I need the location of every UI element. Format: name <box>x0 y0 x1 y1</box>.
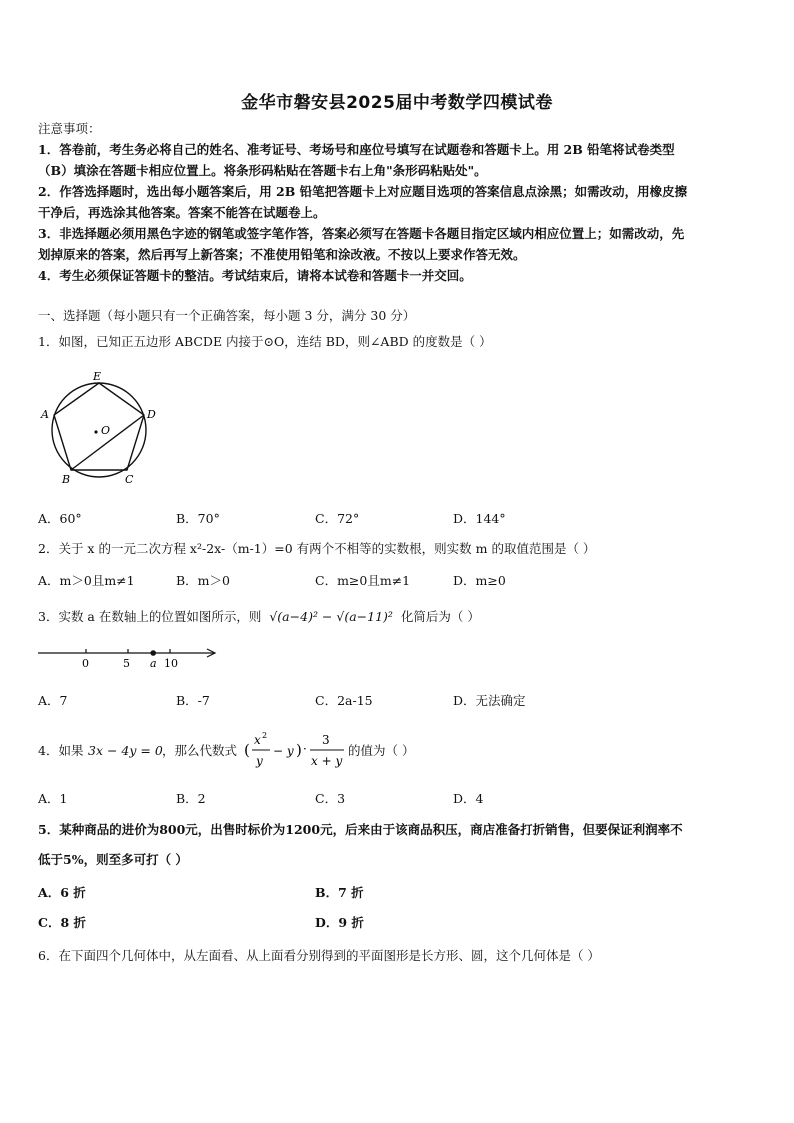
question-3-stem <box>38 608 480 626</box>
q1-option-a: A．60° <box>38 511 82 526</box>
label-b: B <box>62 473 71 486</box>
question-5-line-1: 5．某种商品的进价为800元，出售时标价为1200元，后来由于该商品积压，商店准备打折销售，但要保证利润率不 <box>38 822 683 837</box>
q4-stem-mid: ，那么代数式 <box>162 743 238 758</box>
label-e: E <box>93 370 102 383</box>
q2-option-a: A．m＞0且m≠1 <box>38 573 135 588</box>
frac-num-sup: 2 <box>262 731 268 740</box>
notice-line-5: 3．非选择题必须用黑色字迹的钢笔或签字笔作答，答案必须写在答题卡各题目指定区域内相应位置上；如需改动，先 <box>38 226 685 241</box>
q1-option-d: D．144° <box>453 511 506 526</box>
question-1-stem: 1．如图，已知正五边形 ABCDE 内接于⊙O，连结 BD，则∠ABD 的度数是（ ） <box>38 334 492 349</box>
q4-algebraic-expression <box>244 728 348 774</box>
q2-option-c: C．m≥0且m≠1 <box>315 573 411 588</box>
tick-label-5: 5 <box>123 657 130 670</box>
label-o: O <box>101 424 111 437</box>
q3-stem-post: 化简后为（ ） <box>400 609 480 624</box>
q4-stem-post: 的值为（ ） <box>348 743 415 758</box>
tick-label-10: 10 <box>164 657 178 670</box>
notice-line-7: 4．考生必须保证答题卡的整洁。考试结束后，请将本试卷和答题卡一并交回。 <box>38 268 472 283</box>
q4-option-d: D．4 <box>453 791 484 806</box>
point-label-a: a <box>150 657 157 670</box>
q4-option-a: A．1 <box>38 791 68 806</box>
q3-radical-expression: √(a−4)² − √(a−11)² <box>269 609 393 624</box>
question-6-stem: 6．在下面四个几何体中，从左面看、从上面看分别得到的平面图形是长方形、圆，这个几何体是（ ） <box>38 948 600 963</box>
open-paren: ( <box>244 741 250 759</box>
q4-option-b: B．2 <box>176 791 206 806</box>
tick-label-0: 0 <box>82 657 89 670</box>
q5-option-a: A．6 折 <box>38 885 86 900</box>
dot-operator: · <box>303 742 307 756</box>
question-5-line-2: 低于5%，则至多可打（ ） <box>38 852 188 867</box>
q4-condition: 3x − 4y = 0 <box>88 743 163 758</box>
frac-den-y: y <box>256 754 263 768</box>
notice-line-4: 干净后，再选涂其他答案。答案不能答在试题卷上。 <box>38 205 326 220</box>
q3-option-b: B．-7 <box>176 693 210 708</box>
center-point <box>94 430 97 433</box>
label-a: A <box>41 408 49 421</box>
q2-option-d: D．m≥0 <box>453 573 506 588</box>
number-line-figure <box>36 644 220 670</box>
pentagon-circle-figure <box>38 368 168 486</box>
close-paren: ) <box>296 741 302 759</box>
minus-y: − y <box>273 744 294 758</box>
q3-option-c: C．2a-15 <box>315 693 373 708</box>
notice-line-2: （B）填涂在答题卡相应位置上。将条形码粘贴在答题卡右上角"条形码粘贴处"。 <box>38 163 487 178</box>
q3-option-a: A．7 <box>38 693 68 708</box>
q3-option-d: D．无法确定 <box>453 693 526 708</box>
exam-title: 金华市磐安县2025届中考数学四模试卷 <box>241 93 553 113</box>
question-2-stem: 2．关于 x 的一元二次方程 x²-2x-（m-1）=0 有两个不相等的实数根，则实数 m 的取值范围是（ ） <box>38 541 596 556</box>
label-c: C <box>125 473 134 486</box>
notice-heading: 注意事项： <box>38 121 101 136</box>
point-a-marker <box>150 650 156 656</box>
q5-option-c: C．8 折 <box>38 915 86 930</box>
q4-stem-pre: 4．如果 <box>38 743 84 758</box>
q5-option-d: D．9 折 <box>315 915 364 930</box>
q1-option-b: B．70° <box>176 511 220 526</box>
notice-line-6: 划掉原来的答案，然后再写上新答案；不准使用铅笔和涂改液。不按以上要求作答无效。 <box>38 247 526 262</box>
q2-option-b: B．m＞0 <box>176 573 230 588</box>
section-heading: 一、选择题（每小题只有一个正确答案，每小题 3 分，满分 30 分） <box>38 308 416 323</box>
q1-option-c: C．72° <box>315 511 360 526</box>
q4-option-c: C．3 <box>315 791 346 806</box>
notice-line-3: 2．作答选择题时，选出每小题答案后，用 2B 铅笔把答题卡上对应题目选项的答案信息点涂黑；如需改动，用橡皮擦 <box>38 184 688 199</box>
frac-num-x: x <box>254 733 261 747</box>
notice-line-1: 1．答卷前，考生务必将自己的姓名、准考证号、考场号和座位号填写在试题卷和答题卡上。用 2B 铅笔将试卷类型 <box>38 142 675 157</box>
q3-stem-pre: 3．实数 a 在数轴上的位置如图所示，则 <box>38 609 262 624</box>
frac-den-xy: x + y <box>311 754 343 768</box>
q5-option-b: B．7 折 <box>315 885 364 900</box>
label-d: D <box>147 408 156 421</box>
circle-o <box>52 383 146 477</box>
frac-num-3: 3 <box>322 733 330 747</box>
